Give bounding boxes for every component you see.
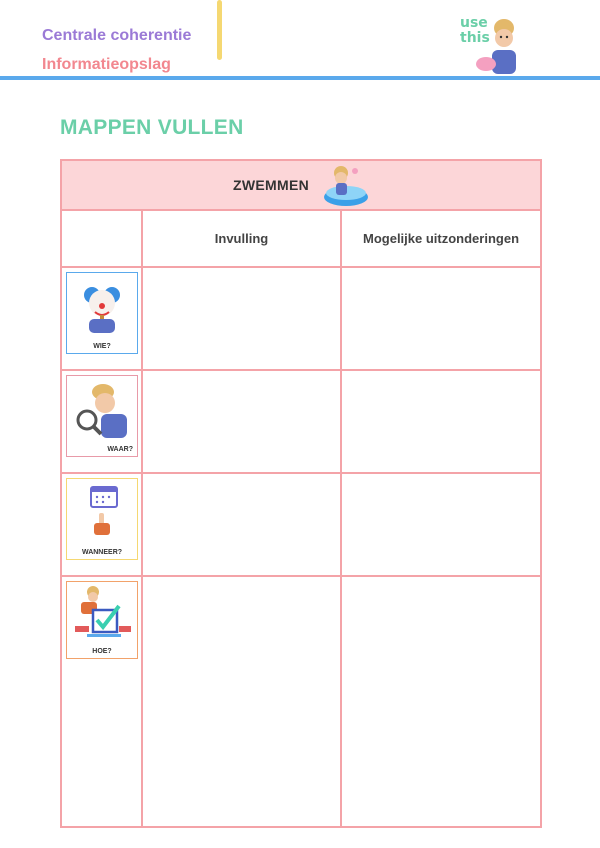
hoe-uitzonderingen-cell[interactable] <box>341 576 541 827</box>
waar-label: WAAR? <box>107 446 133 453</box>
checklist-avatar-icon <box>67 582 137 644</box>
table-banner <box>61 160 541 210</box>
hoe-label: HOE? <box>92 648 112 655</box>
row-label-cell <box>61 267 142 370</box>
logo-text-line1: use <box>460 15 488 31</box>
hoe-invulling-cell[interactable] <box>142 576 341 827</box>
header-subject: Centrale coherentie <box>42 27 192 44</box>
banner-title: ZWEMMEN <box>233 177 309 193</box>
logo-text-line2: this <box>460 30 490 46</box>
accent-bar <box>217 0 222 60</box>
wanneer-card <box>66 478 138 560</box>
column-header-uitzonderingen: Mogelijke uitzonderingen <box>341 210 541 267</box>
header-topic: Informatieopslag <box>42 56 171 73</box>
fill-in-table <box>60 159 542 828</box>
wanneer-uitzonderingen-cell[interactable] <box>341 473 541 576</box>
wie-invulling-cell[interactable] <box>142 267 341 370</box>
wie-card <box>66 272 138 354</box>
waar-uitzonderingen-cell[interactable] <box>341 370 541 473</box>
table-row-wanneer <box>61 473 541 576</box>
column-header-invulling: Invulling <box>142 210 341 267</box>
avatar-with-brain-icon <box>460 14 526 76</box>
table-row-waar <box>61 370 541 473</box>
clown-avatar-icon <box>67 273 137 339</box>
row-label-cell <box>61 473 142 576</box>
page-title: MAPPEN VULLEN <box>60 116 244 139</box>
wanneer-label: WANNEER? <box>81 549 123 556</box>
calendar-pointing-icon <box>67 479 137 545</box>
magnifier-avatar-icon <box>67 376 137 442</box>
row-label-cell <box>61 576 142 827</box>
logo <box>460 14 526 76</box>
wanneer-invulling-cell[interactable] <box>142 473 341 576</box>
wie-label: WIE? <box>93 343 111 350</box>
table-row-wie <box>61 267 541 370</box>
waar-invulling-cell[interactable] <box>142 370 341 473</box>
pool-avatar-icon <box>323 163 369 207</box>
top-rule <box>0 76 600 80</box>
table-row-hoe <box>61 576 541 827</box>
hoe-card <box>66 581 138 659</box>
waar-card <box>66 375 138 457</box>
wie-uitzonderingen-cell[interactable] <box>341 267 541 370</box>
row-label-cell <box>61 370 142 473</box>
column-header-icon <box>61 210 142 267</box>
